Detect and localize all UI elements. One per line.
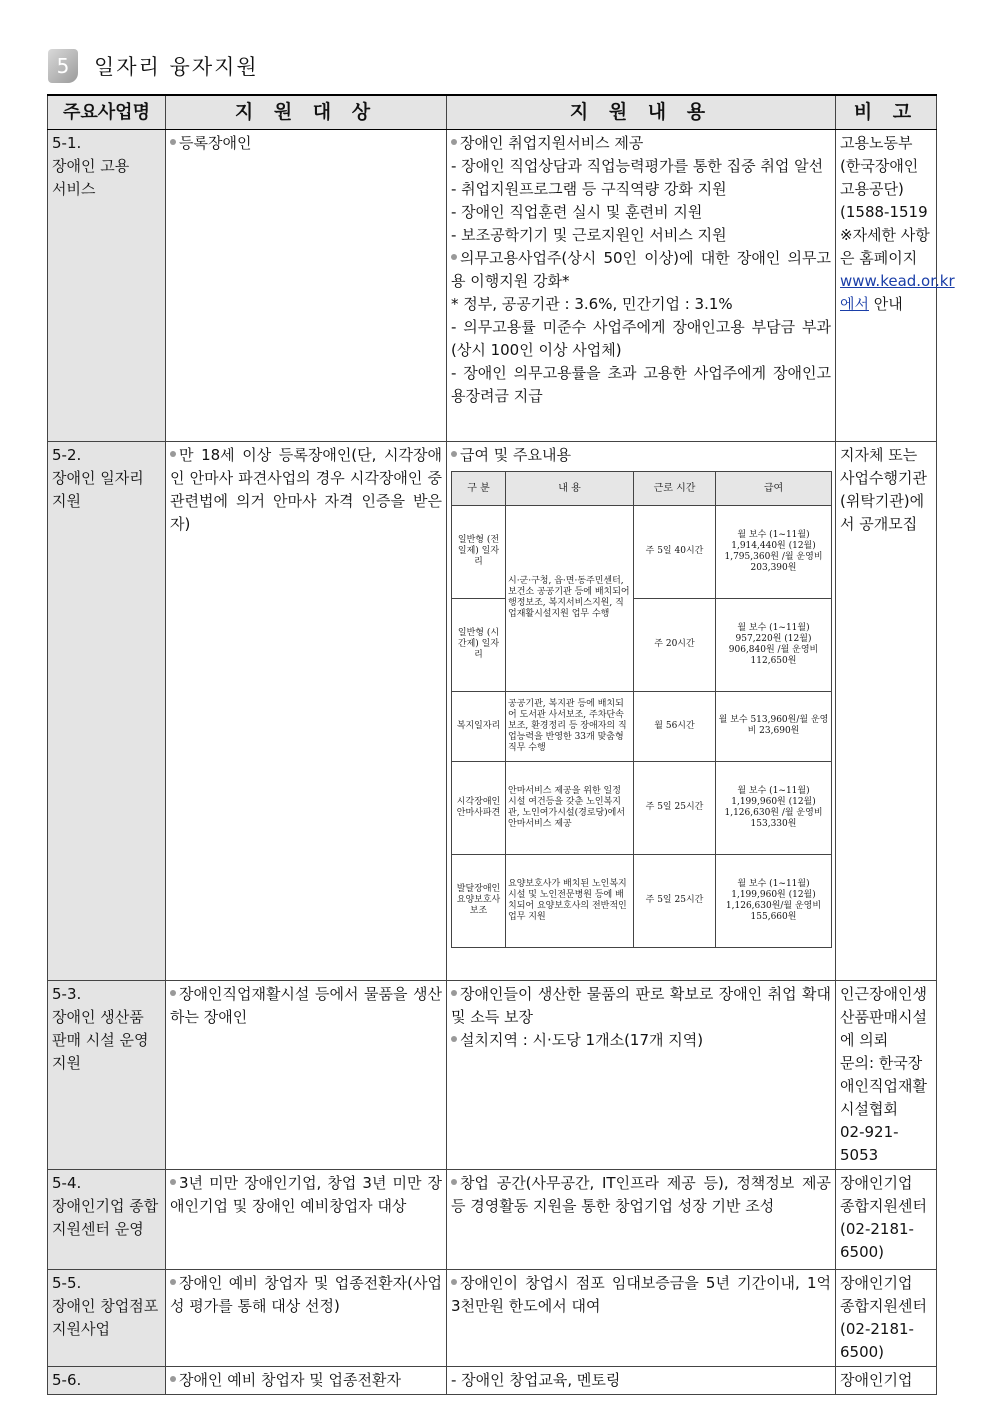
table-row <box>48 129 937 441</box>
wage-pay: 월 보수 513,960원/월 운영비 23,690원 <box>716 691 832 761</box>
wage-hours: 주 5일 40시간 <box>634 505 716 598</box>
wage-row <box>452 505 832 598</box>
content-line: - 의무고용률 미준수 사업주에게 장애인고용 부담금 부과(상시 100인 이상 사업체) <box>451 317 831 359</box>
content-line: - 장애인 직업훈련 실시 및 훈련비 지원 <box>451 202 703 221</box>
program-target: 등록장애인 <box>166 129 447 441</box>
wage-table <box>451 471 832 948</box>
table-row <box>48 1366 937 1394</box>
program-target: 만 18세 이상 등록장애인(단, 시각장애인 안마사 파견사업의 경우 시각장애인 중 관련법에 의거 안마사 자격 인증을 받은 자) <box>166 441 447 980</box>
content-line: 장애인들이 생산한 물품의 판로 확보로 장애인 취업 확대 및 소득 보장 <box>451 983 831 1029</box>
wage-type: 일반형 (전일제) 일자리 <box>452 505 506 598</box>
wage-header: 근로 시간 <box>634 471 716 505</box>
program-note: 장애인기업 종합지원센터 (02-2181-6500) <box>836 1169 937 1269</box>
program-note: 지자체 또는 사업수행기관(위탁기관)에서 공개모집 <box>836 441 937 980</box>
wage-type: 복지일자리 <box>452 691 506 761</box>
program-content <box>447 441 836 980</box>
wage-pay: 월 보수 (1~11월) 1,199,960원 (12월) 1,126,630원 /월 운영비 153,330원 <box>716 761 832 854</box>
header-target: 지 원 대 상 <box>166 95 447 129</box>
program-content <box>447 1366 836 1394</box>
wage-header: 내 용 <box>506 471 634 505</box>
header-program-name: 주요사업명 <box>48 95 166 129</box>
wage-desc: 시·군·구청, 읍·면·동주민센터, 보건소 공공기관 등에 배치되어 행정보조, 복지서비스지원, 직업재활시설지원 업무 수행 <box>506 505 634 691</box>
program-note: 고용노동부 (한국장애인 고용공단) (1588-1519 ※자세한 사항은 홈페이지 www.kead.or.kr에서 안내 <box>836 129 937 441</box>
program-target: 장애인직업재활시설 등에서 물품을 생산하는 장애인 <box>166 980 447 1169</box>
table-row <box>48 980 937 1169</box>
program-target: 장애인 예비 창업자 및 업종전환자 <box>166 1366 447 1394</box>
content-line: 장애인이 창업시 점포 임대보증금을 5년 기간이내, 1억 3천만원 한도에서 대여 <box>451 1272 831 1318</box>
table-header-row <box>48 95 937 129</box>
content-line: 창업 공간(사무공간, IT인프라 제공 등), 정책정보 제공 등 경영활동 지원을 통한 창업기업 성장 기반 조성 <box>451 1172 831 1218</box>
table-row <box>48 441 937 980</box>
wage-pay: 월 보수 (1~11월) 1,914,440원 (12월) 1,795,360원 /월 운영비 203,390원 <box>716 505 832 598</box>
wage-hours: 주 5일 25시간 <box>634 854 716 947</box>
content-line: - 보조공학기기 및 근로지원인 서비스 지원 <box>451 225 727 244</box>
wage-hours: 월 56시간 <box>634 691 716 761</box>
program-content <box>447 980 836 1169</box>
program-target: 3년 미만 장애인기업, 창업 3년 미만 장애인기업 및 장애인 예비창업자 대상 <box>166 1169 447 1269</box>
wage-row <box>452 691 832 761</box>
wage-header-row <box>452 471 832 505</box>
content-line: 의무고용사업주(상시 50인 이상)에 대한 장애인 의무고용 이행지원 강화* <box>451 247 831 293</box>
program-note: 장애인기업 <box>836 1366 937 1394</box>
program-name: 5-6. <box>48 1366 166 1394</box>
content-title: 급여 및 주요내용 <box>451 444 831 467</box>
wage-row <box>452 854 832 947</box>
content-line: 장애인 취업지원서비스 제공 <box>451 132 831 155</box>
program-name: 5-5. 장애인 창업점포 지원사업 <box>48 1269 166 1366</box>
header-note: 비 고 <box>836 95 937 129</box>
content-line: - 장애인 창업교육, 멘토링 <box>451 1370 621 1389</box>
content-line: - 장애인 의무고용률을 초과 고용한 사업주에게 장애인고용장려금 지급 <box>451 363 831 405</box>
wage-pay: 월 보수 (1~11월) 1,199,960원 (12월) 1,126,630원/월 운영비 155,660원 <box>716 854 832 947</box>
program-name: 5-3. 장애인 생산품 판매 시설 운영 지원 <box>48 980 166 1169</box>
program-name: 5-4. 장애인기업 종합지원센터 운영 <box>48 1169 166 1269</box>
wage-hours: 주 5일 25시간 <box>634 761 716 854</box>
wage-header: 급여 <box>716 471 832 505</box>
table-row <box>48 1269 937 1366</box>
program-target: 장애인 예비 창업자 및 업종전환자(사업성 평가를 통해 대상 선정) <box>166 1269 447 1366</box>
section-title: 일자리 융자지원 <box>94 55 259 79</box>
program-content <box>447 1169 836 1269</box>
wage-desc: 공공기관, 복지관 등에 배치되어 도서관 사서보조, 주차단속보조, 환경정리 등 장애자의 직업능력을 반영한 33개 맞춤형 직무 수행 <box>506 691 634 761</box>
header-content: 지 원 내 용 <box>447 95 836 129</box>
wage-header: 구 분 <box>452 471 506 505</box>
wage-hours: 주 20시간 <box>634 598 716 691</box>
support-program-table <box>47 94 955 1395</box>
content-line: - 취업지원프로그램 등 구직역량 강화 지원 <box>451 179 727 198</box>
program-note: 장애인기업 종합지원센터 (02-2181-6500) <box>836 1269 937 1366</box>
content-line: * 정부, 공공기관 : 3.6%, 민간기업 : 3.1% <box>451 294 733 313</box>
program-content <box>447 1269 836 1366</box>
wage-pay: 월 보수 (1~11월) 957,220원 (12월) 906,840원 /월 운영비 112,650원 <box>716 598 832 691</box>
wage-desc: 요양보호사가 배치된 노인복지시설 및 노인전문병원 등에 배치되어 요양보호사의 전반적인 업무 지원 <box>506 854 634 947</box>
wage-type: 일반형 (시간제) 일자리 <box>452 598 506 691</box>
program-content <box>447 129 836 441</box>
content-line: 설치지역 : 시·도당 1개소(17개 지역) <box>451 1029 831 1052</box>
section-header <box>48 48 259 84</box>
wage-desc: 안마서비스 제공을 위한 일정 시설 여건등을 갖춘 노인복지관, 노인여가시설(경로당)에서 안마서비스 제공 <box>506 761 634 854</box>
program-name: 5-2. 장애인 일자리 지원 <box>48 441 166 980</box>
table-row <box>48 1169 937 1269</box>
kead-website-link[interactable]: www.kead.or.kr에서 <box>840 271 955 313</box>
wage-row <box>452 761 832 854</box>
section-number-badge: 5 <box>48 49 78 83</box>
program-note: 인근장애인생산품판매시설에 의뢰 문의: 한국장애인직업재활시설협회 02-921-5053 <box>836 980 937 1169</box>
program-name: 5-1. 장애인 고용 서비스 <box>48 129 166 441</box>
wage-type: 발달장애인 요양보호사 보조 <box>452 854 506 947</box>
wage-type: 시각장애인 안마사파견 <box>452 761 506 854</box>
content-line: - 장애인 직업상담과 직업능력평가를 통한 집중 취업 알선 <box>451 156 824 175</box>
